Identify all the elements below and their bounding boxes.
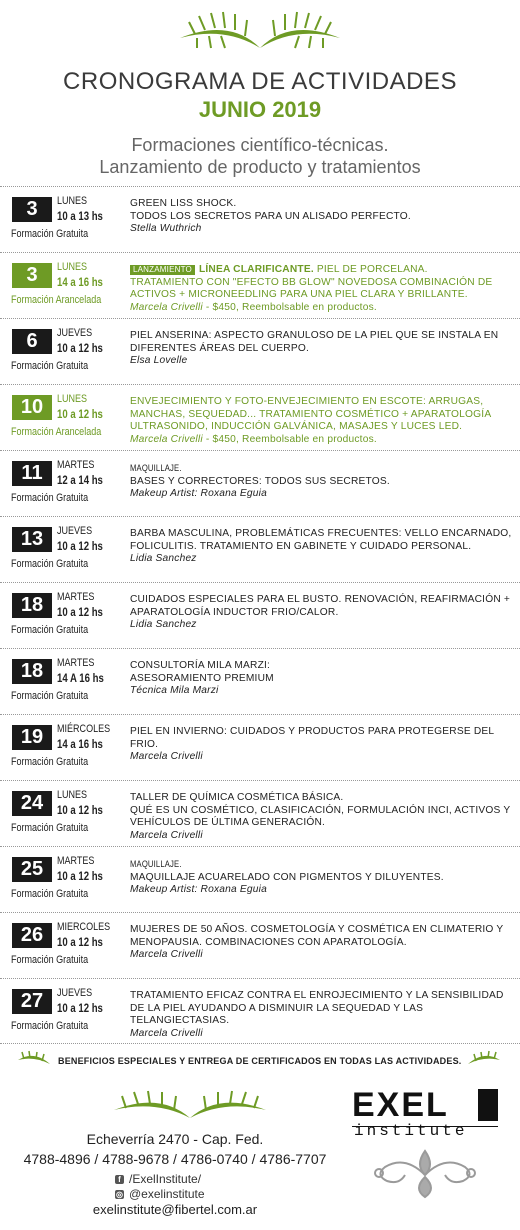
formation-type: Formación Gratuita	[11, 690, 89, 702]
activity-row	[0, 516, 520, 582]
activity-description	[130, 924, 515, 962]
subtitle-line-2: Lanzamiento de producto y tratamientos	[99, 157, 421, 177]
fern-icon	[175, 8, 345, 54]
weekday: LUNES	[57, 789, 88, 801]
instructor-name: Marcela Crivelli	[130, 433, 203, 445]
weekday: LUNES	[57, 393, 88, 405]
activity-text: ENVEJECIMIENTO Y FOTO-ENVEJECIMIENTO EN ESCOTE: ARRUGAS, MANCHAS, SEQUEDAD... TRATAMIENTO COSMÉTICO + APARATOLOGÍA ULTRASONIDO, INDUCCIÓN GALVÁNICA, MASAJES Y LUCES LED.	[130, 396, 491, 432]
phone-numbers: 4788-4896 / 4788-9678 / 4786-0740 / 4786-7707	[23, 1151, 327, 1167]
day-number: 27	[12, 989, 52, 1014]
activity-row	[0, 186, 520, 252]
instagram-icon: ◎	[116, 1189, 123, 1199]
fern-icon	[110, 1088, 270, 1122]
weekday: MARTES	[57, 855, 95, 867]
activity-category: MAQUILLAJE.	[130, 859, 182, 869]
weekday: JUEVES	[57, 327, 93, 339]
instructor-name: Elsa Lovelle	[130, 355, 188, 366]
instructor-name: Lidia Sanchez	[130, 619, 197, 630]
logo-subtext: institute	[354, 1122, 468, 1140]
launch-tag: LANZAMIENTO	[130, 265, 195, 275]
day-number: 19	[12, 725, 52, 750]
weekday: LUNES	[57, 261, 88, 273]
day-number: 24	[12, 791, 52, 816]
hours: 10 a 12 hs	[57, 407, 103, 421]
weekday: MARTES	[57, 591, 95, 603]
hours: 12 a 14 hs	[57, 473, 103, 487]
activity-category: MAQUILLAJE.	[130, 463, 182, 473]
day-number: 6	[12, 329, 52, 354]
instructor-name: Lidia Sanchez	[130, 553, 197, 564]
day-number: 26	[12, 923, 52, 948]
instagram-handle: @exelinstitute	[129, 1187, 205, 1201]
email-address[interactable]: exelinstitute@fibertel.com.ar	[92, 1202, 258, 1217]
weekday: MARTES	[57, 459, 95, 471]
activity-row	[0, 582, 520, 648]
benefits-banner	[0, 1052, 520, 1072]
formation-type: Formación Gratuita	[11, 228, 89, 240]
activity-text: MUJERES DE 50 AÑOS. COSMETOLOGÍA Y COSMÉTICA EN CLIMATERIO Y MENOPAUSIA. COMBINACIONES CON APARATOLOGÍA.	[130, 924, 504, 948]
hours: 10 a 12 hs	[57, 869, 103, 883]
weekday: LUNES	[57, 195, 88, 207]
activity-row	[0, 978, 520, 1044]
hours: 14 A 16 hs	[57, 671, 104, 685]
instructor-name: Marcela Crivelli	[130, 751, 203, 762]
activity-row	[0, 780, 520, 846]
activity-row	[0, 648, 520, 714]
day-number: 18	[12, 659, 52, 684]
hours: 14 a 16 hs	[57, 275, 103, 289]
activity-text: CONSULTORÍA MILA MARZI: ASESORAMIENTO PREMIUM	[130, 660, 274, 684]
subtitle-line-1: Formaciones científico-técnicas.	[131, 135, 389, 155]
instructor-name: Marcela Crivelli	[130, 301, 203, 313]
formation-type: Formación Gratuita	[11, 1020, 89, 1032]
activity-text: GREEN LISS SHOCK. TODOS LOS SECRETOS PARA UN ALISADO PERFECTO.	[130, 198, 411, 222]
day-number: 13	[12, 527, 52, 552]
activity-text: BASES Y CORRECTORES: TODOS SUS SECRETOS.	[130, 475, 390, 487]
activity-text: BARBA MASCULINA, PROBLEMÁTICAS FRECUENTES: VELLO ENCARNADO, FOLICULITIS. TRATAMIENTO EN GABINETE Y CUIDADO PERSONAL.	[130, 528, 512, 552]
activity-text: PIEL EN INVIERNO: CUIDADOS Y PRODUCTOS PARA PROTEGERSE DEL FRIO.	[130, 726, 494, 750]
page-title: CRONOGRAMA DE ACTIVIDADES	[63, 68, 457, 95]
formation-type: Formación Gratuita	[11, 624, 89, 636]
weekday: MIERCOLES	[57, 921, 111, 933]
activity-description	[130, 990, 515, 1040]
facebook-icon: f	[115, 1175, 124, 1184]
weekday: MIÉRCOLES	[57, 723, 111, 735]
benefits-text: BENEFICIOS ESPECIALES Y ENTREGA DE CERTIFICADOS EN TODAS LAS ACTIVIDADES.	[58, 1056, 462, 1066]
hours: 14 a 16 hs	[57, 737, 103, 751]
hours: 10 a 12 hs	[57, 341, 103, 355]
activity-description	[130, 330, 515, 368]
instructor-name: Técnica Mila Marzi	[130, 685, 219, 696]
formation-type: Formación Arancelada	[11, 426, 102, 438]
instructor-name: Marcela Crivelli	[130, 1027, 203, 1039]
hours: 10 a 12 hs	[57, 935, 103, 949]
activity-price: - $450, Reembolsable en productos.	[202, 433, 377, 445]
activity-text: TRATAMIENTO EFICAZ CONTRA EL ENROJECIMIENTO Y LA SENSIBILIDAD DE LA PIEL AYUDANDO A DISMINUIR LA SEQUEDAD Y LAS TELANGIECTASIAS.	[130, 990, 504, 1026]
logo-block	[478, 1089, 498, 1121]
activity-text: MAQUILLAJE ACUARELADO CON PIGMENTOS Y DILUYENTES.	[130, 871, 444, 883]
weekday: MARTES	[57, 657, 95, 669]
day-number: 3	[12, 263, 52, 288]
hours: 10 a 12 hs	[57, 803, 103, 817]
hours: 10 a 12 hs	[57, 1001, 103, 1015]
day-number: 11	[12, 461, 52, 486]
facebook-handle: /ExelInstitute/	[129, 1172, 202, 1186]
activity-price: - $450, Reembolsable en productos.	[202, 301, 377, 313]
activity-list	[0, 186, 520, 1044]
address: Echeverría 2470 - Cap. Fed.	[86, 1131, 264, 1147]
instructor-name: Marcela Crivelli	[130, 949, 203, 960]
formation-type: Formación Gratuita	[11, 492, 89, 504]
instructor-name: Stella Wuthrich	[130, 223, 202, 234]
activity-text: CUIDADOS ESPECIALES PARA EL BUSTO. RENOVACIÓN, REAFIRMACIÓN + APARATOLOGÍA INDUCTOR FRIO/CALOR.	[130, 594, 511, 618]
instructor-name: Makeup Artist: Roxana Eguia	[130, 884, 267, 895]
activity-description	[130, 726, 515, 764]
activity-row	[0, 912, 520, 978]
day-number: 25	[12, 857, 52, 882]
activity-row	[0, 318, 520, 384]
activity-text: TALLER DE QUÍMICA COSMÉTICA BÁSICA. QUÉ ES UN COSMÉTICO, CLASIFICACIÓN, FORMULACIÓN INCI, ACTIVOS Y VEHÍCULOS DE ÚLTIMA GENERACIÓN.	[130, 792, 511, 828]
formation-type: Formación Gratuita	[11, 822, 89, 834]
day-number: 10	[12, 395, 52, 420]
activity-row	[0, 252, 520, 318]
formation-type: Formación Gratuita	[11, 558, 89, 570]
facebook-link[interactable]	[115, 1172, 201, 1186]
activity-description	[130, 792, 515, 842]
instagram-link[interactable]	[115, 1187, 205, 1201]
day-number: 18	[12, 593, 52, 618]
hours: 10 a 13 hs	[57, 209, 103, 223]
day-number: 3	[12, 197, 52, 222]
fern-icon	[466, 1050, 502, 1068]
activity-description	[130, 264, 515, 314]
weekday: JUEVES	[57, 525, 93, 537]
activity-description	[130, 660, 515, 698]
hours: 10 a 12 hs	[57, 539, 103, 553]
weekday: JUEVES	[57, 987, 93, 999]
formation-type: Formación Gratuita	[11, 756, 89, 768]
formation-type: Formación Gratuita	[11, 954, 89, 966]
instructor-name: Marcela Crivelli	[130, 829, 203, 841]
activity-description	[130, 462, 515, 501]
activity-description	[130, 594, 515, 632]
ornament-icon	[365, 1145, 485, 1200]
activity-description	[130, 396, 515, 446]
logo-text: EXEL	[352, 1086, 449, 1124]
activity-text: PIEL DE PORCELANA. TRATAMIENTO CON "EFECTO BB GLOW" NOVEDOSA COMBINACIÓN DE ACTIVOS + MICRONEEDLING PARA UNA PIEL CLARA Y BRILLANTE.	[130, 264, 493, 300]
instructor-name: Makeup Artist: Roxana Eguia	[130, 488, 267, 499]
formation-type: Formación Arancelada	[11, 294, 102, 306]
activity-row	[0, 384, 520, 450]
activity-description	[130, 198, 515, 236]
activity-row	[0, 450, 520, 516]
activity-row	[0, 714, 520, 780]
activity-row	[0, 846, 520, 912]
formation-type: Formación Gratuita	[11, 888, 89, 900]
activity-description	[130, 528, 515, 566]
activity-text: PIEL ANSERINA: ASPECTO GRANULOSO DE LA PIEL QUE SE INSTALA EN DIFERENTES ÁREAS DEL CUERPO.	[130, 330, 499, 354]
activity-highlight: LÍNEA CLARIFICANTE.	[198, 264, 314, 275]
formation-type: Formación Gratuita	[11, 360, 89, 372]
activity-description	[130, 858, 515, 897]
hours: 10 a 12 hs	[57, 605, 103, 619]
month-title: JUNIO 2019	[198, 97, 322, 122]
